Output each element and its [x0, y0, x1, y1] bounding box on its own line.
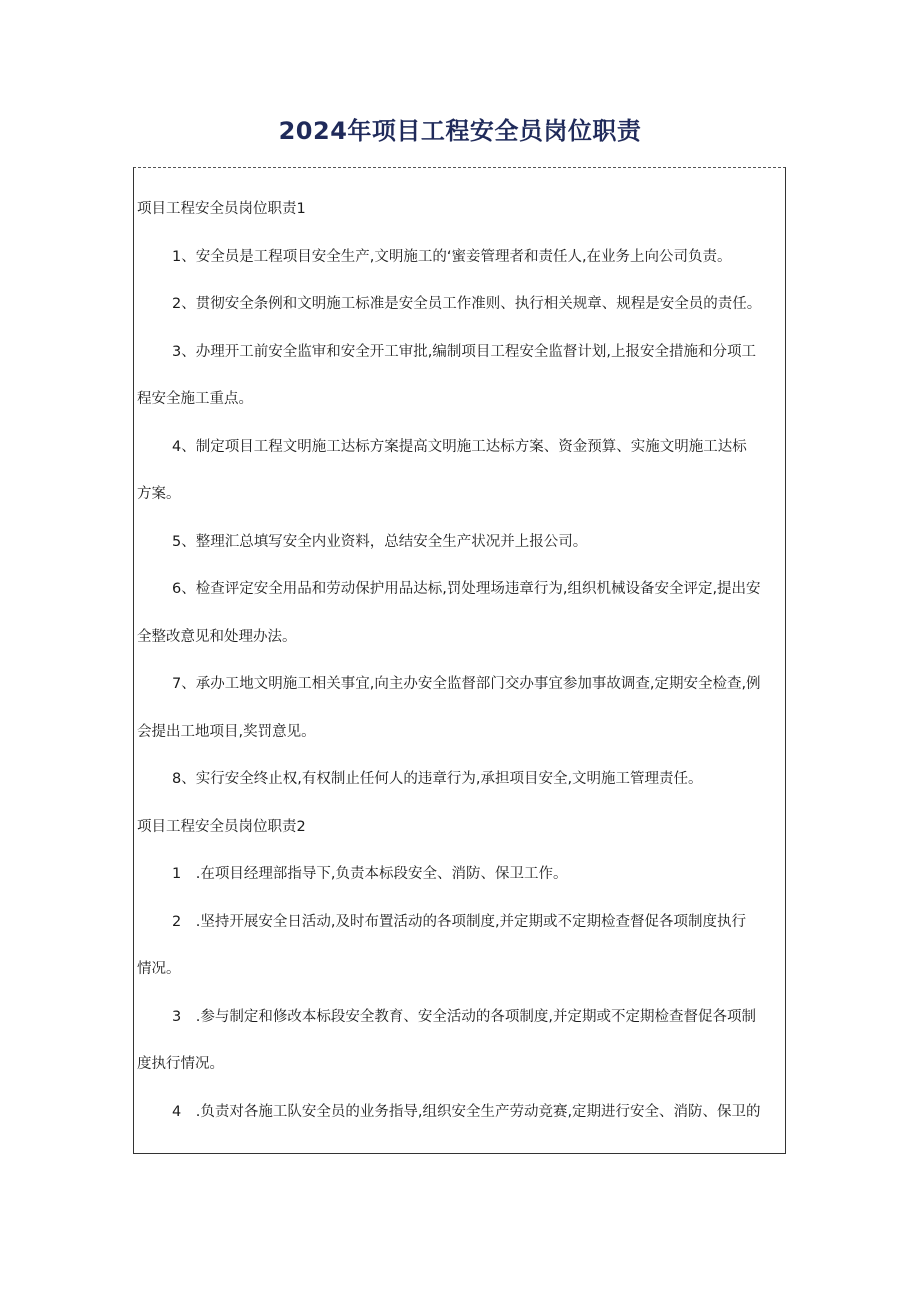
- duty-item: 2、贯彻安全条例和文明施工标准是安全员工作准则、执行相关规章、规程是安全员的责任。: [172, 296, 762, 312]
- duty-item: 3 .参与制定和修改本标段安全教育、安全活动的各项制度,并定期或不定期检查督促各项制: [172, 1008, 756, 1025]
- duty-item: 4、制定项目工程文明施工达标方案提高文明施工达标方案、资金预算、实施文明施工达标: [172, 438, 747, 455]
- duty-item: 8、实行安全终止权,有权制止任何人的违章行为,承担项目安全,文明施工管理责任。: [172, 771, 703, 787]
- document-title: 2024年项目工程安全员岗位职责: [278, 117, 642, 145]
- duty-item: 3、办理开工前安全监审和安全开工审批,编制项目工程安全监督计划,上报安全措施和分项工: [172, 343, 756, 360]
- section-heading: 项目工程安全员岗位职责2: [137, 818, 306, 835]
- text-area: [137, 186, 783, 1136]
- section-heading: 项目工程安全员岗位职责1: [137, 201, 306, 217]
- duty-item-continuation: 全整改意见和处理办法。: [137, 628, 297, 645]
- duty-item: 2 .坚持开展安全日活动,及时布置活动的各项制度,并定期或不定期检查督促各项制度执行: [172, 913, 747, 930]
- duty-item-continuation: 方案。: [137, 486, 181, 502]
- duty-item-continuation: 会提出工地项目,奖罚意见。: [137, 723, 316, 740]
- duty-item-continuation: 情况。: [137, 961, 181, 977]
- duty-item: 5、整理汇总填写安全内业资料，总结安全生产状况并上报公司。: [172, 533, 588, 550]
- duty-item: 6、检查评定安全用品和劳动保护用品达标,罚处理场违章行为,组织机械设备安全评定,提出安: [172, 581, 761, 597]
- duty-item: 1、安全员是工程项目安全生产,文明施工的‘蜜妾管理者和责任人,在业务上向公司负责。: [172, 248, 732, 265]
- duty-item: 7、承办工地文明施工相关事宜,向主办安全监督部门交办事宜参加事故调查,定期安全检查,例: [172, 676, 761, 692]
- content-box: [133, 167, 786, 1154]
- duty-item-continuation: 度执行情况。: [137, 1056, 224, 1072]
- duty-item: 1 .在项目经理部指导下,负责本标段安全、消防、保卫工作。: [172, 866, 568, 882]
- duty-item: 4 .负责对各施工队安全员的业务指导,组织安全生产劳动竞赛,定期进行安全、消防、保卫的: [172, 1103, 761, 1120]
- duty-item-continuation: 程安全施工重点。: [137, 391, 253, 407]
